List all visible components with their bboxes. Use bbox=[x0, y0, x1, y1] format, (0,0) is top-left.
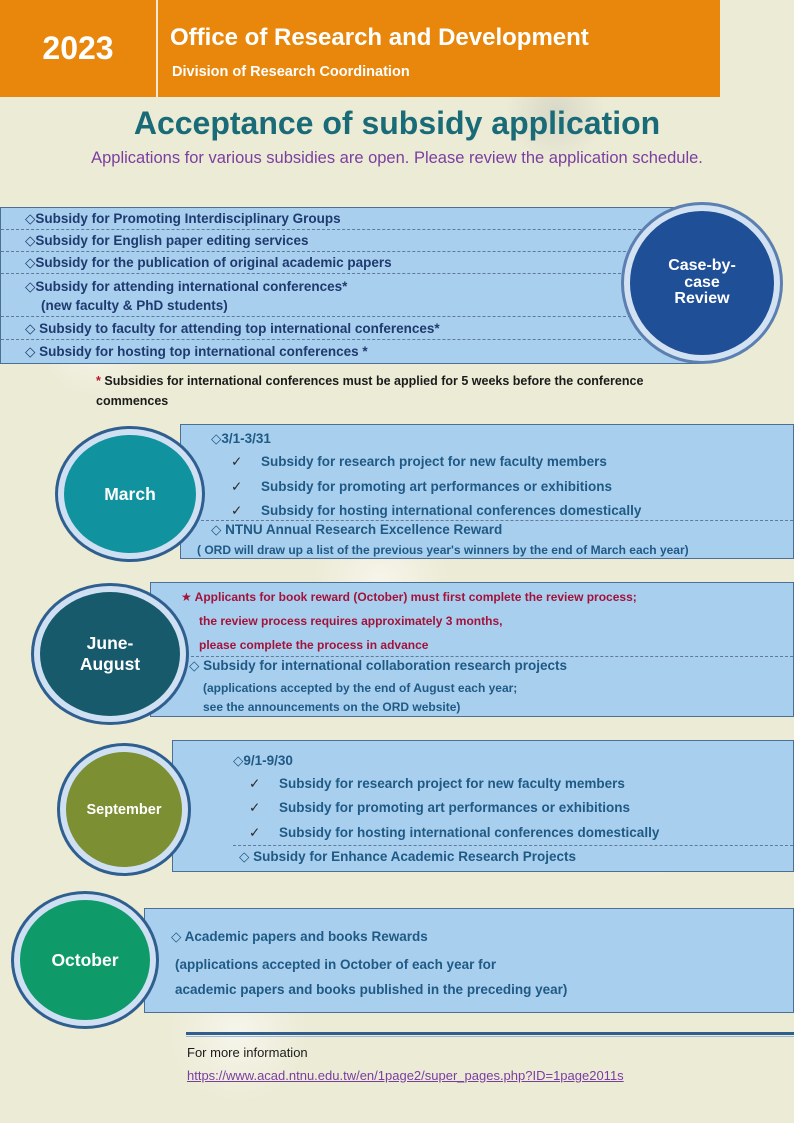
office-title: Office of Research and Development bbox=[170, 24, 589, 51]
october-note: academic papers and books published in the preceding year) bbox=[175, 982, 568, 997]
divider bbox=[233, 845, 793, 846]
september-box bbox=[172, 740, 794, 872]
check-icon: ✓ bbox=[231, 454, 243, 469]
march-box bbox=[180, 424, 794, 559]
check-icon: ✓ bbox=[231, 503, 243, 518]
list-item: ✓ Subsidy for hosting international conferences domestically bbox=[249, 825, 660, 840]
list-item: ✓ Subsidy for promoting art performances or exhibitions bbox=[249, 800, 631, 815]
year-badge: 2023 bbox=[0, 0, 156, 97]
list-item: ✓ Subsidy for research project for new faculty members bbox=[231, 454, 607, 469]
list-item: ✓ Subsidy for research project for new faculty members bbox=[249, 776, 625, 791]
divider bbox=[181, 656, 793, 657]
case-by-case-list bbox=[0, 207, 700, 364]
list-item: ✓ Subsidy for promoting art performances or exhibitions bbox=[231, 479, 613, 494]
march-reward-note: ( ORD will draw up a list of the previous year's winners by the end of March each year) bbox=[197, 543, 689, 557]
book-reward-alert: ★ Applicants for book reward (October) must first complete the review process; bbox=[181, 590, 637, 604]
october-circle: October bbox=[20, 900, 150, 1020]
footer-rule bbox=[186, 1032, 794, 1035]
list-item: ◇Subsidy for the publication of original academic papers bbox=[1, 252, 641, 274]
star-icon: ★ bbox=[181, 590, 192, 604]
page-title: Acceptance of subsidy application bbox=[133, 105, 661, 141]
list-item: ✓ Subsidy for hosting international conferences domestically bbox=[231, 503, 642, 518]
collab-note: see the announcements on the ORD website) bbox=[203, 700, 461, 714]
header-banner bbox=[158, 0, 720, 97]
conference-note: * Subsidies for international conferences must be applied for 5 weeks before the conference commences bbox=[96, 374, 644, 408]
ord-website-link[interactable]: https://www.acad.ntnu.edu.tw/en/1page2/super_pages.php?ID=1page2011s bbox=[187, 1068, 624, 1083]
check-icon: ✓ bbox=[231, 479, 243, 494]
march-period: ◇3/1-3/31 bbox=[211, 431, 271, 446]
june-august-box bbox=[150, 582, 794, 717]
collab-subsidy: ◇ Subsidy for international collaboration research projects bbox=[189, 658, 567, 673]
list-item: ◇ Subsidy for hosting top international conferences * bbox=[25, 344, 368, 359]
march-reward: ◇ NTNU Annual Research Excellence Reward bbox=[211, 522, 503, 537]
list-item: ◇Subsidy for attending international conferences* (new faculty & PhD students) bbox=[1, 274, 641, 317]
check-icon: ✓ bbox=[249, 776, 261, 791]
asterisk: * bbox=[96, 374, 101, 388]
october-note: (applications accepted in October of each year for bbox=[175, 957, 497, 972]
page-subtitle: Applications for various subsidies are open. Please review the application schedule. bbox=[91, 149, 703, 167]
september-circle: September bbox=[66, 752, 182, 867]
list-item: ◇ Subsidy to faculty for attending top international conferences* bbox=[1, 317, 641, 340]
list-item: ◇Subsidy for English paper editing services bbox=[1, 230, 641, 252]
division-title: Division of Research Coordination bbox=[172, 64, 410, 80]
alert-line: please complete the process in advance bbox=[199, 638, 429, 652]
enhance-subsidy: ◇ Subsidy for Enhance Academic Research Projects bbox=[239, 849, 577, 864]
collab-note: (applications accepted by the end of August each year; bbox=[203, 681, 518, 695]
check-icon: ✓ bbox=[249, 825, 261, 840]
footer-rule bbox=[186, 1036, 794, 1037]
june-august-circle: June- August bbox=[40, 592, 180, 716]
more-info-label: For more information bbox=[187, 1045, 308, 1060]
list-item: ◇Subsidy for Promoting Interdisciplinary Groups bbox=[1, 208, 641, 230]
case-by-case-review-badge: Case-by- case Review bbox=[624, 205, 780, 361]
october-reward: ◇ Academic papers and books Rewards bbox=[171, 929, 428, 944]
divider bbox=[201, 520, 793, 521]
march-circle: March bbox=[64, 435, 196, 553]
check-icon: ✓ bbox=[249, 800, 261, 815]
alert-line: the review process requires approximately 3 months, bbox=[199, 614, 503, 628]
september-period: ◇9/1-9/30 bbox=[233, 753, 293, 768]
october-box bbox=[144, 908, 794, 1013]
